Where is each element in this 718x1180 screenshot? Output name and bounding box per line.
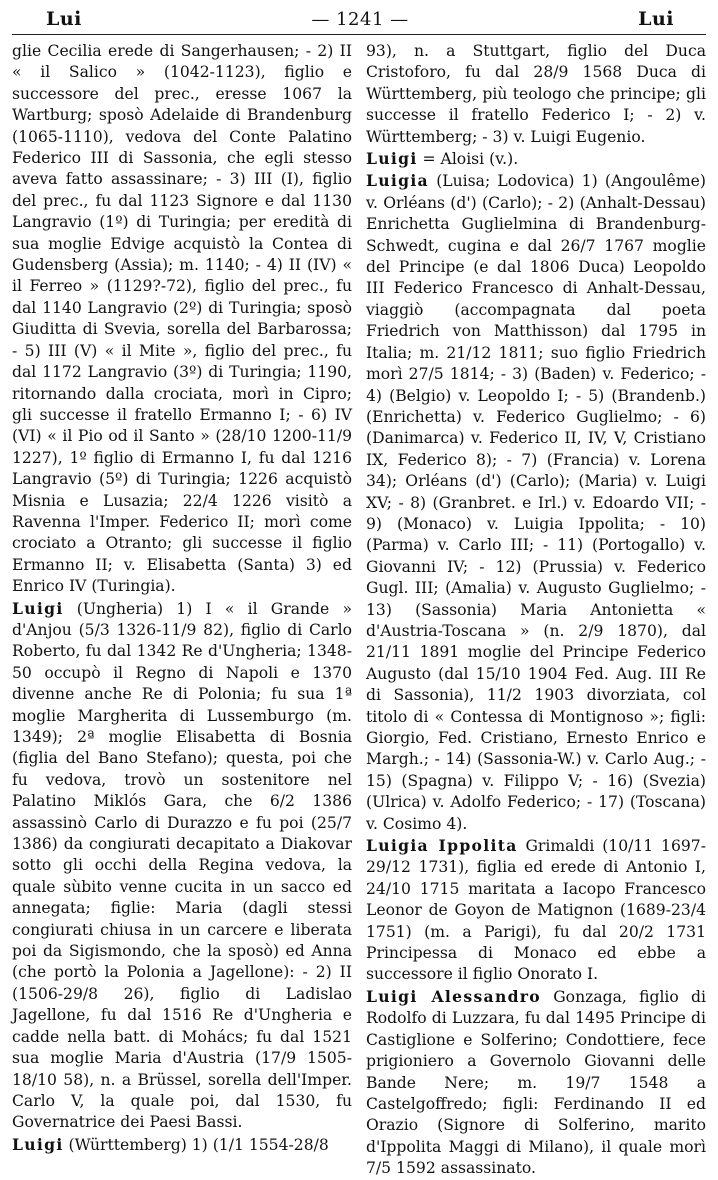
entry-text: Gonzaga, figlio di Rodolfo di Luzzara, fu dal 1495 Principe di Castiglione e Solferino; Condottiere, fece prigioniero a Governolo Giovanni delle Bande Nere; m. 19/7 1548 a Castelgoffredo; figli: Ferdinando II ed Orazio (Signore di Solferino, marito d'Ippolita Maggi di Milano), il quale morì 7/5 1592 assassinato. bbox=[366, 987, 706, 1178]
header-rule bbox=[12, 34, 706, 35]
entry-headword: Luigi bbox=[366, 149, 418, 169]
right-column bbox=[366, 41, 706, 1180]
entry-text: 93), n. a Stuttgart, figlio del Duca Cristoforo, fu dal 28/9 1568 Duca di Württemberg, più teologo che principe; gli successe il fratello Federico I; - 2) v. Württemberg; - 3) v. Luigi Eugenio. bbox=[366, 42, 706, 146]
entry-continuation bbox=[12, 41, 352, 598]
entry bbox=[366, 986, 706, 1180]
page-number: — 1241 — bbox=[311, 8, 409, 30]
entry bbox=[12, 598, 352, 1134]
header-left: Lui bbox=[46, 8, 82, 30]
entry-text: (Ungheria) 1) I « il Grande » d'Anjou (5/3 1326-11/9 82), figlio di Carlo Roberto, fu dal 1342 Re d'Ungheria; 1348-50 occupò il Regno di Napoli e 1370 divenne anche Re di Polonia; fu sua 1ª moglie Margherita di Lussemburgo (m. 1349); 2ª moglie Elisabetta di Bosnia (figlia del Bano Stefano); questa, poi che fu vedova, trovò un sostenitore nel Palatino Miklós Gara, che 6/2 1386 assassinò Carlo di Durazzo e fu poi (25/7 1386) da congiurati decapitato a Diakovar sotto gli occhi della Regina vedova, la quale sùbito venne cucita in un sacco ed annegata; figlie: Maria (dagli stessi congiurati chiusa in un carcere e liberata poi da Sigismondo, che la sposò) ed Anna (che portò la Polonia a Jagellone): - 2) II (1506-29/8 26), figlio di Ladislao Jagellone, fu dal 1516 Re d'Ungheria e cadde nella batt. di Mohács; fu dal 1521 sua moglie Maria d'Austria (17/9 1505-18/10 58), n. a Brüssel, sorella dell'Imper. Carlo V, la quale poi, dal 1530, fu Governatrice dei Paesi Bassi. bbox=[12, 599, 352, 1132]
header-right: Lui bbox=[638, 8, 674, 30]
entry bbox=[366, 148, 706, 170]
entry-headword: Luigia Ippolita bbox=[366, 836, 518, 856]
entry-text: Grimaldi (10/11 1697-29/12 1731), figlia ed erede di Antonio I, 24/10 1715 maritata a Iacopo Francesco Leonor de Goyon de Matignon (1689-23/4 1751) (m. a Parigi), fu dal 20/2 1731 Principessa di Monaco ed ebbe a successore il figlio Onorato I. bbox=[366, 837, 706, 984]
entry-text: = Aloisi (v.). bbox=[422, 150, 519, 169]
entry-headword: Luigia bbox=[366, 171, 429, 191]
entry-headword: Luigi bbox=[12, 1134, 64, 1154]
left-column bbox=[12, 41, 352, 1180]
entry-headword: Luigi Alessandro bbox=[366, 986, 541, 1006]
text-columns bbox=[12, 41, 706, 1180]
entry-text: (Luisa; Lodovica) 1) (Angoulême) v. Orléans (d') (Carlo); - 2) (Anhalt-Dessau) Enrichetta Guglielmina di Brandenburg-Schwedt, cugina e dal 26/7 1767 moglie del Principe (e dal 1806 Duca) Leopoldo III Federico Francesco di Anhalt-Dessau, viaggiò (accompagnata dal poeta Friedrich von Matthisson) dal 1795 in Italia; m. 21/12 1811; suo figlio Friedrich morì 27/5 1814; - 3) (Baden) v. Federico; - 4) (Belgio) v. Leopoldo I; - 5) (Brandenb.) (Enrichetta) v. Federico Guglielmo; - 6) (Danimarca) v. Federico II, IV, V, Cristiano IX, Federico 8); - 7) (Francia) v. Lorena 34); Orléans (d') (Carlo); (Maria) v. Luigi XV; - 8) (Granbret. e Irl.) v. Edoardo VII; - 9) (Monaco) v. Luigia Ippolita; - 10) (Parma) v. Carlo III; - 11) (Portogallo) v. Giovanni IV; - 12) (Prussia) v. Federico Gugl. III; (Amalia) v. Augusto Guglielmo; - 13) (Sassonia) Maria Antonietta « d'Austria-Toscana » (n. 2/9 1870), dal 21/11 1891 moglie del Principe Federico Augusto (dal 15/10 1904 Fed. Aug. III Re di Sassonia), 11/2 1903 divorziata, col titolo di « Contessa di Montignoso »; figli: Giorgio, Fed. Cristiano, Ernesto Enrico e Margh.; - 14) (Sassonia-W.) v. Carlo Aug.; - 15) (Spagna) v. Filippo V; - 16) (Svezia) (Ulrica) v. Adolfo Federico; - 17) (Toscana) v. Cosimo 4). bbox=[366, 172, 706, 833]
entry-text: (Württemberg) 1) (1/1 1554-28/8 bbox=[68, 1135, 329, 1154]
entry-continuation bbox=[366, 41, 706, 148]
page-header bbox=[12, 6, 706, 32]
entry bbox=[366, 835, 706, 986]
entry bbox=[366, 170, 706, 835]
entry bbox=[12, 1134, 352, 1156]
entry-headword: Luigi bbox=[12, 598, 64, 618]
entry-text: glie Cecilia erede di Sangerhausen; - 2) II « il Salico » (1042-1123), figlio e successore del prec., eresse 1067 la Wartburg; sposò Adelaide di Brandenburg (1065-1110), vedova del Conte Palatino Federico III di Sassonia, che egli stesso aveva fatto assassinare; - 3) III (I), figlio del prec., fu dal 1123 Signore e dal 1130 Langravio (1º) di Turingia; per eredità di sua moglie Edvige acquistò la Contea di Gudensberg (Assia); m. 1140; - 4) II (IV) « il Ferreo » (1129?-72), figlio del prec., fu dal 1140 Langravio (2º) di Turingia; sposò Giuditta di Svevia, sorella del Barbarossa; - 5) III (V) « il Mite », figlio del prec., fu dal 1172 Langravio (3º) di Turingia; 1190, ritornando dalla crociata, morì in Cipro; gli successe il fratello Ermanno I; - 6) IV (VI) « il Pio od il Santo » (28/10 1200-11/9 1227), 1º figlio di Ermanno I, fu dal 1216 Langravio (5º) di Turingia; 1226 acquistò Misnia e Lusazia; 22/4 1226 visitò a Ravenna l'Imper. Federico II; morì come crociato a Otranto; gli successe il figlio Ermanno II; v. Elisabetta (Santa) 3) ed Enrico IV (Turingia). bbox=[12, 42, 352, 596]
